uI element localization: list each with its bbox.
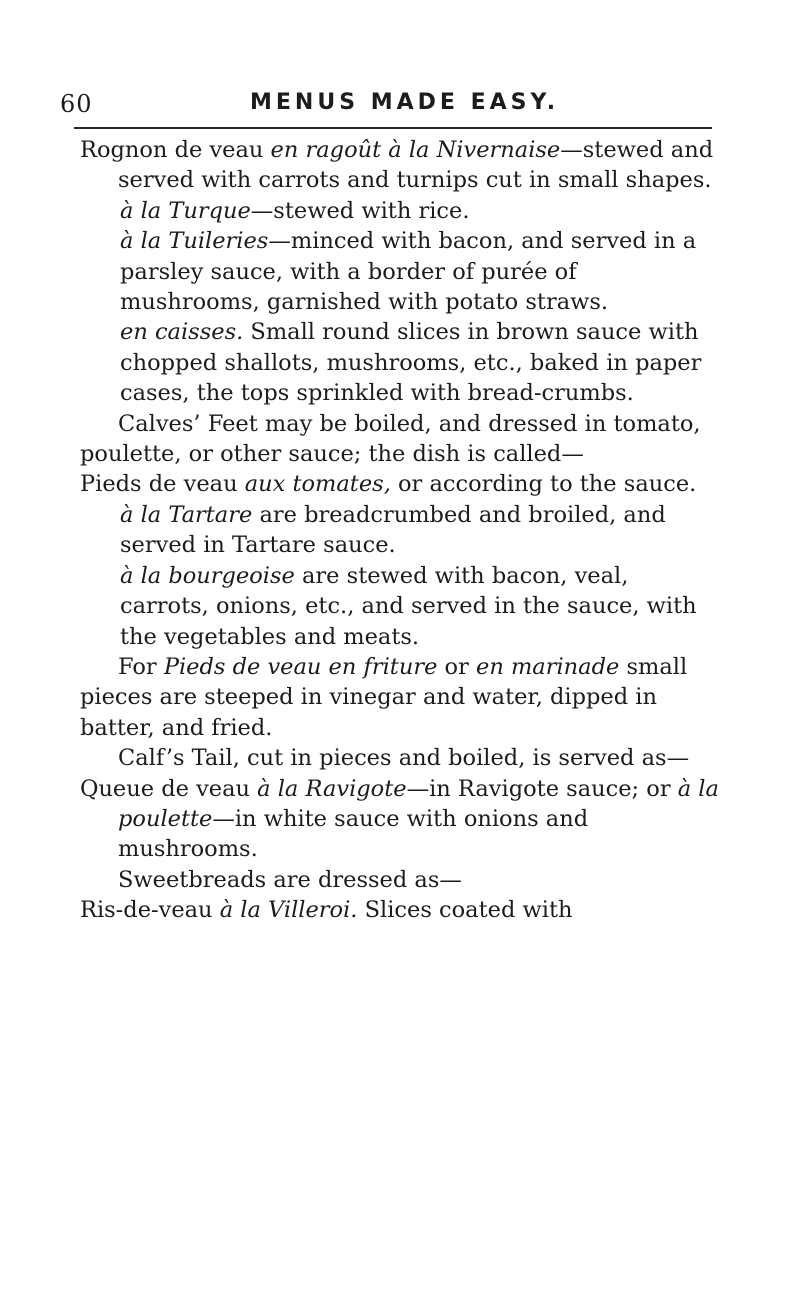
text-run: are breadcrumbed and broiled, and served in Tartare sauce. — [120, 501, 666, 559]
text-run: Calves’ Feet may be boiled, and dressed in tomato, poulette, or other sauce; the dish is called— — [80, 410, 701, 468]
paragraph — [80, 196, 720, 226]
paragraph — [80, 895, 720, 925]
paragraph — [80, 226, 720, 317]
text-run: —in white sauce with onions and mushrooms. — [118, 805, 589, 863]
italic-text: en marinade — [476, 653, 620, 680]
paragraph — [80, 865, 720, 895]
text-run: Sweetbreads are dressed as— — [118, 866, 462, 893]
text-run: Small round slices in brown sauce with chopped shallots, mushrooms, etc., baked in paper cases, the tops sprinkled with bread-crumbs. — [120, 319, 702, 407]
text-run: Ris-de-veau — [80, 897, 220, 924]
header-rule — [74, 127, 712, 129]
page-number: 60 — [60, 90, 93, 118]
italic-text: à la Villeroi. — [219, 897, 358, 924]
text-run: For — [118, 653, 164, 680]
paragraph — [80, 469, 720, 499]
italic-text: à la bourgeoise — [120, 562, 295, 589]
text-run: —stewed and served with carrots and turnips cut in small shapes. — [118, 137, 714, 194]
text-run: or — [437, 653, 477, 680]
text-run: Rognon de veau — [80, 137, 271, 163]
paragraph — [80, 317, 720, 408]
italic-text: à la poulette — [118, 775, 719, 832]
italic-text: à la Ravigote — [257, 775, 407, 802]
text-run: Calf’s Tail, cut in pieces and boiled, is served as— — [118, 745, 690, 772]
text-run: are stewed with bacon, veal, carrots, onions, etc., and served in the sauce, with the vegetables and meats. — [120, 562, 697, 650]
text-run: —minced with bacon, and served in a parsley sauce, with a border of purée of mushrooms, garnished with potato straws. — [120, 228, 697, 316]
page-body — [80, 135, 720, 926]
text-run: Slices coated with — [357, 897, 573, 924]
paragraph — [80, 774, 720, 865]
italic-text: en ragoût à la Nivernaise — [270, 137, 561, 163]
paragraph — [80, 652, 720, 743]
italic-text: à la Turque — [120, 197, 251, 224]
italic-text: à la Tuileries — [120, 228, 269, 255]
italic-text: aux tomates, — [244, 471, 391, 498]
text-run: Pieds de veau — [80, 471, 245, 498]
text-run: —in Ravigote sauce; or — [406, 775, 678, 802]
paragraph — [80, 135, 720, 196]
italic-text: Pieds de veau en friture — [163, 653, 438, 680]
paragraph — [80, 743, 720, 773]
paragraph — [80, 409, 720, 470]
running-title: MENUS MADE EASY. — [250, 90, 560, 115]
text-run: —stewed with rice. — [250, 197, 470, 224]
italic-text: à la Tartare — [120, 501, 253, 528]
paragraph — [80, 561, 720, 652]
paragraph — [80, 500, 720, 561]
text-run: or according to the sauce. — [390, 471, 697, 498]
text-run: Queue de veau — [80, 775, 258, 802]
page-header — [60, 90, 712, 130]
text-run: small pieces are steeped in vinegar and water, dipped in batter, and fried. — [80, 653, 688, 741]
italic-text: en caisses. — [120, 319, 244, 346]
